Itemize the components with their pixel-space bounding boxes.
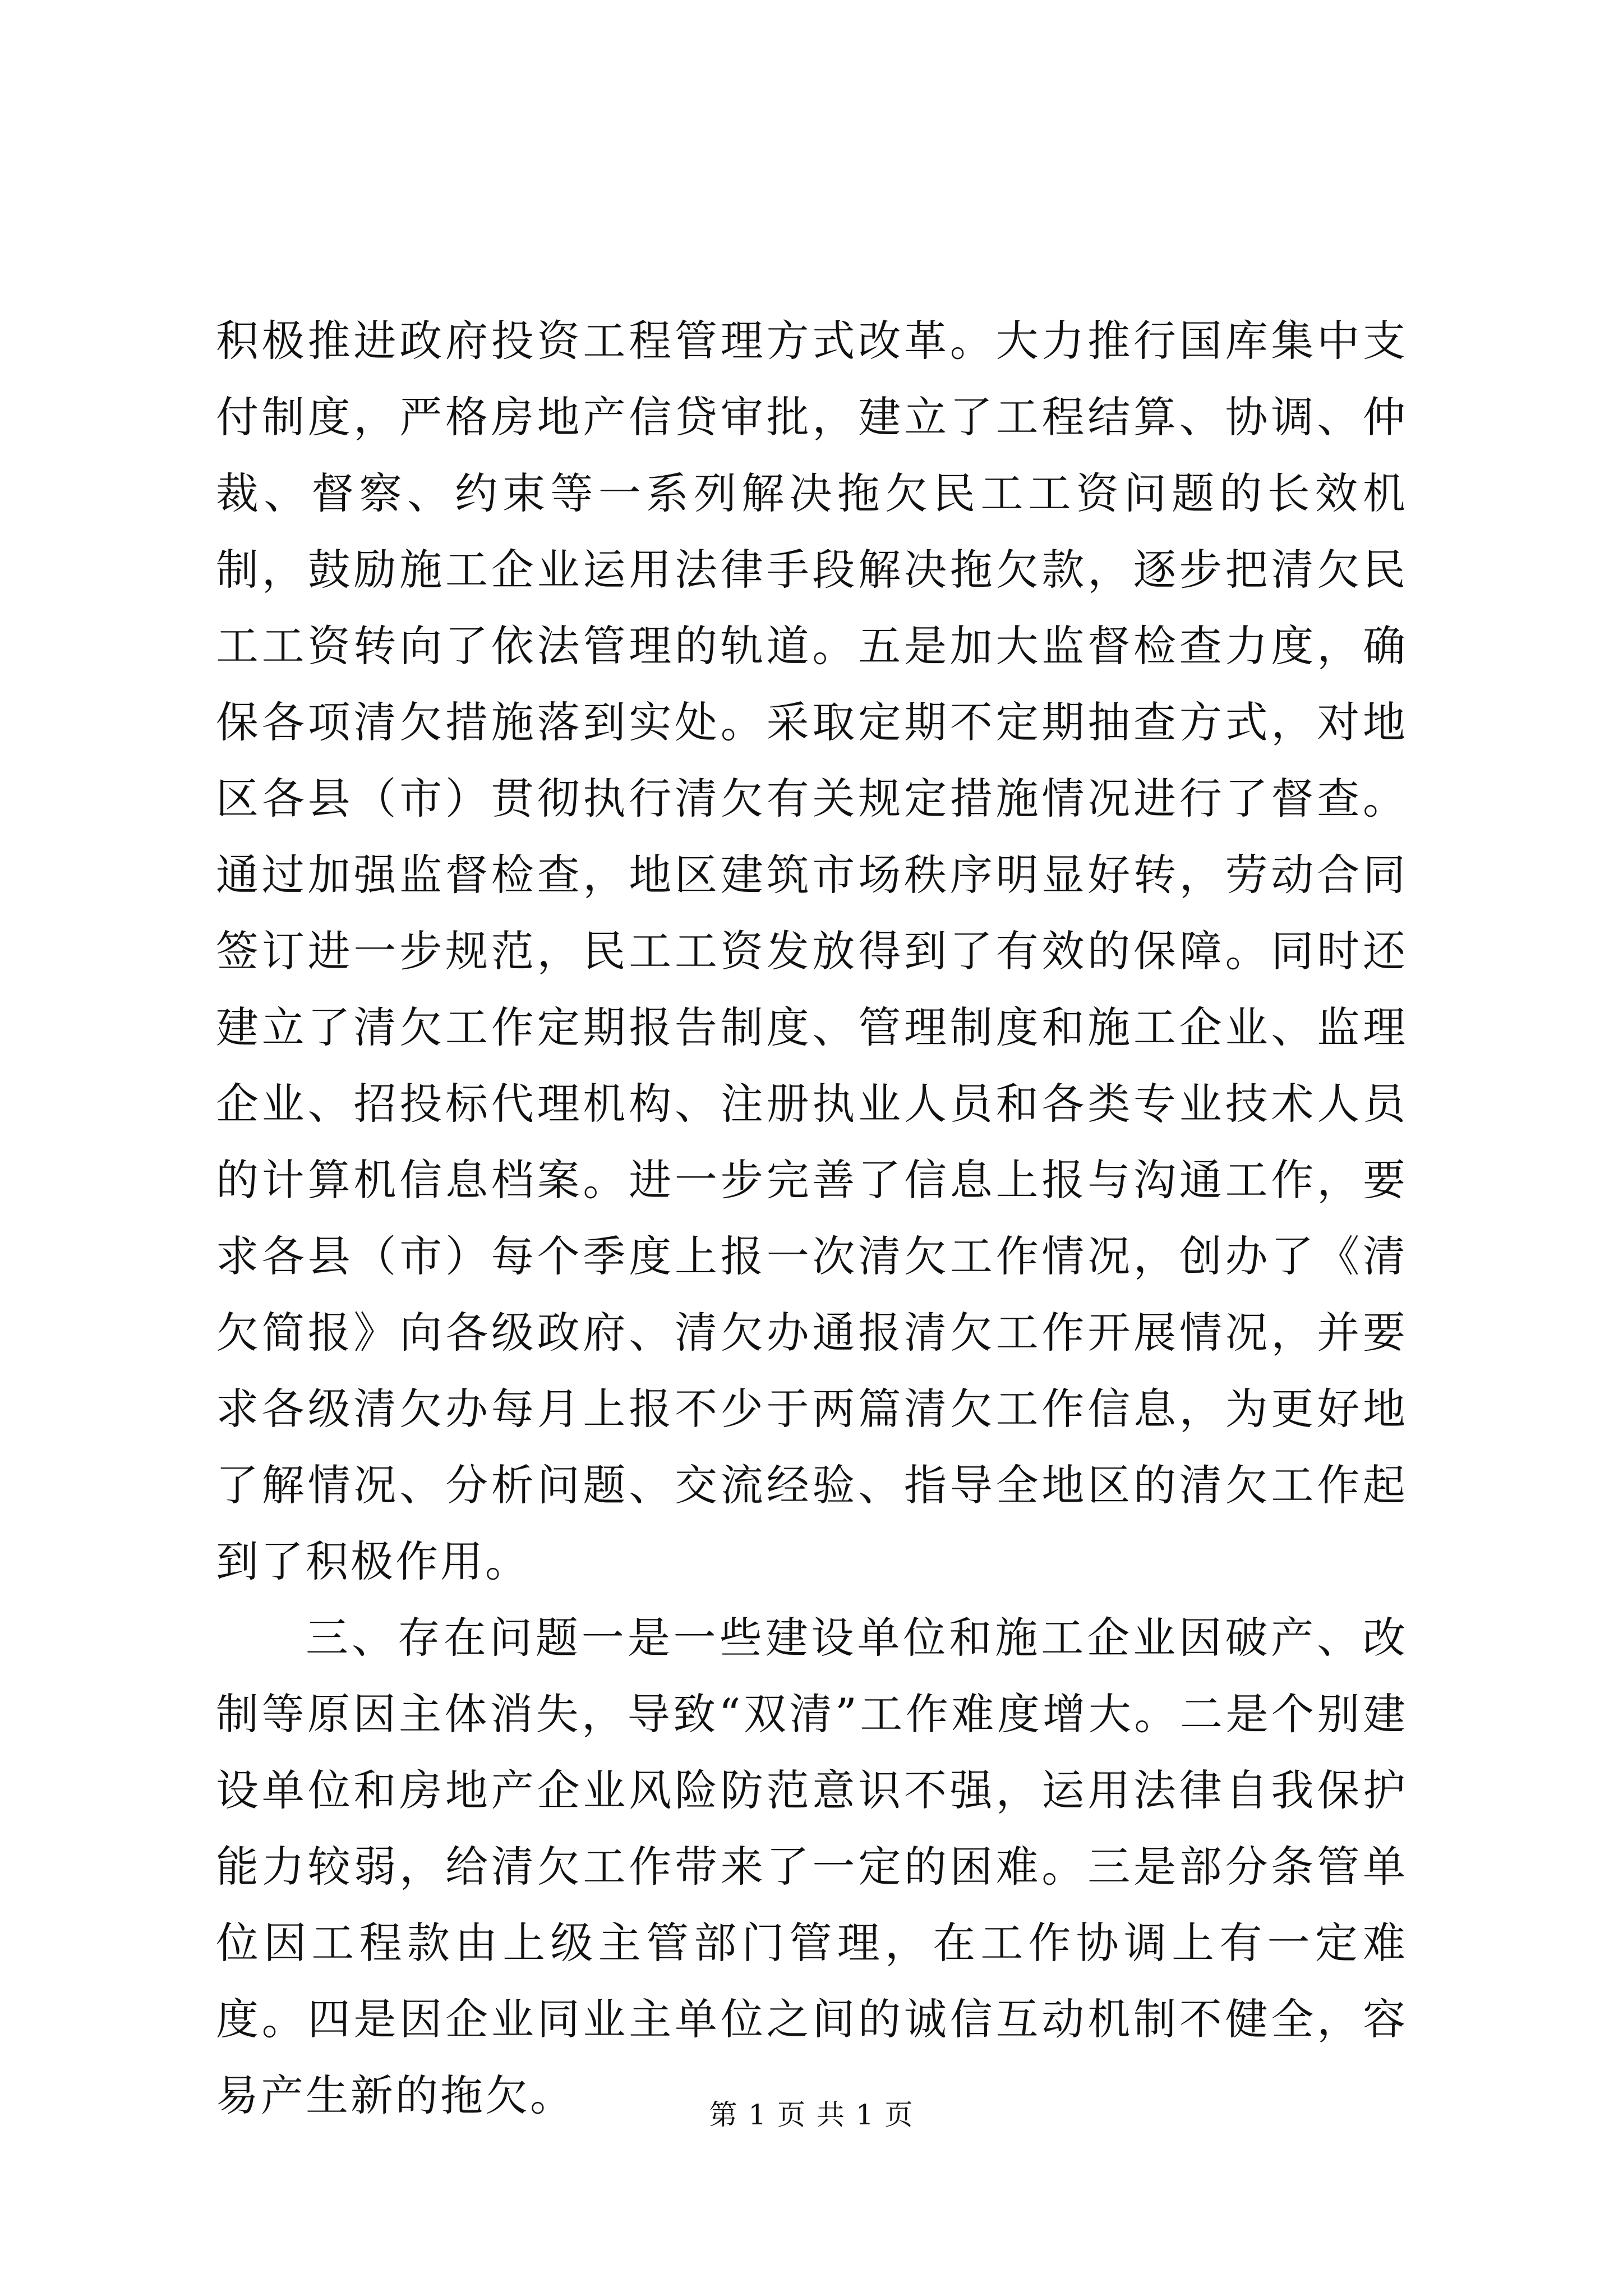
paragraph-problems: 三、存在问题一是一些建设单位和施工企业因破产、改制等原因主体消失，导致“双清”工作难度增大。二是个别建设单位和房地产企业风险防范意识不强，运用法律自我保护能力较弱，给清欠工作带来了一定的困难。三是部分条管单位因工程款由上级主管部门管理，在工作协调上有一定难度。四是因企业同业主单位之间的诚信互动机制不健全，容易产生新的拖欠。	[216, 1613, 1408, 2120]
paragraph-measures: 积极推进政府投资工程管理方式改革。大力推行国库集中支付制度，严格房地产信贷审批，建立了工程结算、协调、仲裁、督察、约束等一系列解决拖欠民工工资问题的长效机制，鼓励施工企业运用法律手段解决拖欠款，逐步把清欠民工工资转向了依法管理的轨道。五是加大监督检查力度，确保各项清欠措施落到实处。采取定期不定期抽查方式，对地区各县（市）贯彻执行清欠有关规定措施情况进行了督查。通过加强监督检查，地区建筑市场秩序明显好转，劳动合同签订进一步规范，民工工资发放得到了有效的保障。同时还建立了清欠工作定期报告制度、管理制度和施工企业、监理企业、招投标代理机构、注册执业人员和各类专业技术人员的计算机信息档案。进一步完善了信息上报与沟通工作，要求各县（市）每个季度上报一次清欠工作情况，创办了《清欠简报》向各级政府、清欠办通报清欠工作开展情况，并要求各级清欠办每月上报不少于两篇清欠工作信息，为更好地了解情况、分析问题、交流经验、指导全地区的清欠工作起到了积极作用。	[216, 316, 1408, 1586]
document-body	[216, 303, 1408, 2134]
page-footer: 第 1 页 共 1 页	[709, 2099, 914, 2131]
